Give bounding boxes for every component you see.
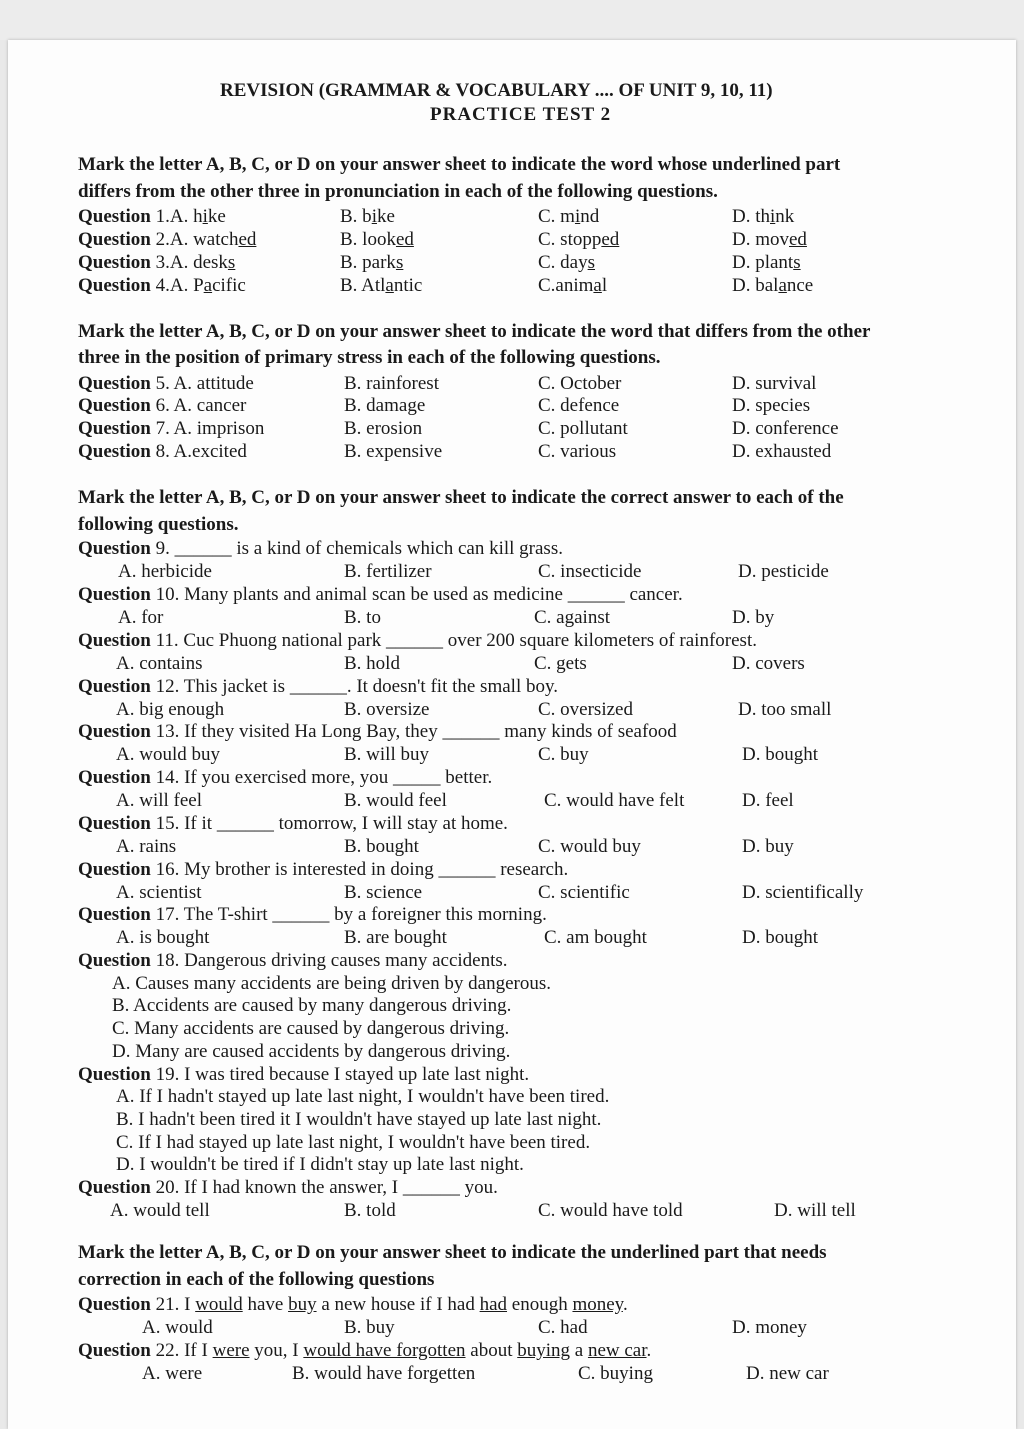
question-15-option-b: B. bought [344,836,419,857]
question-19-option-b: B. I hadn't been tired it I wouldn't have stayed up late last night. [116,1109,602,1130]
question-7-stem: Question 7. A. imprison [78,418,265,439]
question-21-option-b: B. buy [344,1317,395,1338]
question-9-option-a: A. herbicide [118,561,212,582]
question-17-option-d: D. bought [742,927,818,948]
question-11-option-b: B. hold [344,653,400,674]
question-4-option-c: C.animal [538,275,608,296]
question-9-option-c: C. insecticide [538,561,642,582]
section3-instruction-2: following questions. [78,514,239,535]
question-16-option-a: A. scientist [116,882,202,903]
question-4-option-d: D. balance [732,275,814,296]
question-19-stem: Question 19. I was tired because I stayed up late last night. [78,1064,530,1085]
question-14-option-d: D. feel [742,790,794,811]
question-1-option-d: D. think [732,206,795,227]
question-22-option-d: D. new car [746,1363,829,1384]
question-6-option-d: D. species [732,395,811,416]
question-22-option-b: B. would have forgetten [292,1363,476,1384]
question-2-option-c: C. stopped [538,229,620,250]
question-7-option-b: B. erosion [344,418,423,439]
question-11-option-c: C. gets [534,653,587,674]
title-line-2: PRACTICE TEST 2 [430,104,612,125]
question-1-option-b: B. bike [340,206,395,227]
question-20-stem: Question 20. If I had known the answer, I ______ you. [78,1177,498,1198]
question-14-option-c: C. would have felt [544,790,685,811]
question-12-option-d: D. too small [738,699,832,720]
question-19-option-c: C. If I had stayed up late last night, I wouldn't have been tired. [116,1132,591,1153]
question-20-option-d: D. will tell [774,1200,856,1221]
question-9-stem: Question 9. ______ is a kind of chemicals which can kill grass. [78,538,563,559]
question-22-stem: Question 22. If I were you, I would have forgotten about buying a new car. [78,1340,652,1361]
question-10-option-b: B. to [344,607,381,628]
question-17-option-c: C. am bought [544,927,647,948]
question-10-option-c: C. against [534,607,610,628]
question-21-stem: Question 21. I would have buy a new house if I had had enough money. [78,1294,628,1315]
question-17-stem: Question 17. The T-shirt ______ by a foreigner this morning. [78,904,547,925]
viewer-top-bar [0,0,1024,40]
question-5-option-c: C. October [538,373,622,394]
question-17-option-a: A. is bought [116,927,210,948]
question-15-option-c: C. would buy [538,836,641,857]
question-11-stem: Question 11. Cuc Phuong national park ______ over 200 square kilometers of rainforest. [78,630,757,651]
question-8-stem: Question 8. A.excited [78,441,247,462]
section1-instruction-2: differs from the other three in pronunciation in each of the following questions. [78,181,718,202]
question-12-stem: Question 12. This jacket is ______. It doesn't fit the small boy. [78,676,558,697]
question-11-option-a: A. contains [116,653,203,674]
question-18-option-c: C. Many accidents are caused by dangerous driving. [112,1018,510,1039]
question-12-option-b: B. oversize [344,699,430,720]
question-14-stem: Question 14. If you exercised more, you _____ better. [78,767,493,788]
question-18-stem: Question 18. Dangerous driving causes many accidents. [78,950,508,971]
question-2-stem: Question 2.A. watched [78,229,257,250]
question-2-option-b: B. looked [340,229,414,250]
question-16-option-d: D. scientifically [742,882,864,903]
question-22-option-a: A. were [142,1363,203,1384]
question-8-option-c: C. various [538,441,617,462]
section3-instruction-1: Mark the letter A, B, C, or D on your answer sheet to indicate the correct answer to each of the [78,487,844,508]
question-7-option-c: C. pollutant [538,418,628,439]
question-9-option-b: B. fertilizer [344,561,432,582]
question-2-option-d: D. moved [732,229,807,250]
question-11-option-d: D. covers [732,653,805,674]
question-6-option-c: C. defence [538,395,620,416]
section2-instruction-2: three in the position of primary stress in each of the following questions. [78,347,661,368]
question-20-option-b: B. told [344,1200,396,1221]
question-12-option-c: C. oversized [538,699,633,720]
document-page [8,40,1016,1429]
question-19-option-d: D. I wouldn't be tired if I didn't stay up late last night. [116,1154,524,1175]
section1-instruction-1: Mark the letter A, B, C, or D on your answer sheet to indicate the word whose underlined part [78,154,841,175]
question-17-option-b: B. are bought [344,927,447,948]
question-6-stem: Question 6. A. cancer [78,395,247,416]
question-4-stem: Question 4.A. Pacific [78,275,246,296]
question-16-stem: Question 16. My brother is interested in doing ______ research. [78,859,569,880]
section2-instruction-1: Mark the letter A, B, C, or D on your answer sheet to indicate the word that differs from the other [78,321,871,342]
question-13-option-b: B. will buy [344,744,429,765]
question-5-option-b: B. rainforest [344,373,439,394]
question-16-option-b: B. science [344,882,423,903]
question-3-option-b: B. parks [340,252,404,273]
question-14-option-a: A. will feel [116,790,203,811]
question-1-option-c: C. mind [538,206,600,227]
question-6-option-b: B. damage [344,395,426,416]
question-13-option-a: A. would buy [116,744,220,765]
question-3-option-c: C. days [538,252,596,273]
question-20-option-c: C. would have told [538,1200,683,1221]
question-21-option-c: C. had [538,1317,588,1338]
question-18-option-a: A. Causes many accidents are being driven by dangerous. [112,973,551,994]
question-10-stem: Question 10. Many plants and animal scan be used as medicine ______ cancer. [78,584,683,605]
question-5-stem: Question 5. A. attitude [78,373,254,394]
question-20-option-a: A. would tell [110,1200,210,1221]
section4-instruction-1: Mark the letter A, B, C, or D on your answer sheet to indicate the underlined part that needs [78,1242,827,1263]
question-12-option-a: A. big enough [116,699,225,720]
question-15-option-a: A. rains [116,836,177,857]
question-5-option-d: D. survival [732,373,817,394]
question-21-option-d: D. money [732,1317,807,1338]
question-13-option-d: D. bought [742,744,818,765]
question-7-option-d: D. conference [732,418,839,439]
question-15-option-d: D. buy [742,836,794,857]
question-15-stem: Question 15. If it ______ tomorrow, I will stay at home. [78,813,508,834]
question-10-option-a: A. for [118,607,164,628]
question-13-option-c: C. buy [538,744,589,765]
question-14-option-b: B. would feel [344,790,447,811]
question-21-option-a: A. would [142,1317,213,1338]
question-9-option-d: D. pesticide [738,561,829,582]
question-8-option-d: D. exhausted [732,441,832,462]
title-line-1: REVISION (GRAMMAR & VOCABULARY .... OF UNIT 9, 10, 11) [220,80,773,101]
question-18-option-b: B. Accidents are caused by many dangerous driving. [112,995,512,1016]
question-4-option-b: B. Atlantic [340,275,423,296]
question-18-option-d: D. Many are caused accidents by dangerous driving. [112,1041,511,1062]
section4-instruction-2: correction in each of the following questions [78,1269,435,1290]
question-13-stem: Question 13. If they visited Ha Long Bay, they ______ many kinds of seafood [78,721,677,742]
question-8-option-b: B. expensive [344,441,443,462]
question-19-option-a: A. If I hadn't stayed up late last night, I wouldn't have been tired. [116,1086,610,1107]
question-1-stem: Question 1.A. hike [78,206,226,227]
question-3-stem: Question 3.A. desks [78,252,236,273]
question-10-option-d: D. by [732,607,775,628]
question-3-option-d: D. plants [732,252,801,273]
question-22-option-c: C. buying [578,1363,653,1384]
question-16-option-c: C. scientific [538,882,630,903]
